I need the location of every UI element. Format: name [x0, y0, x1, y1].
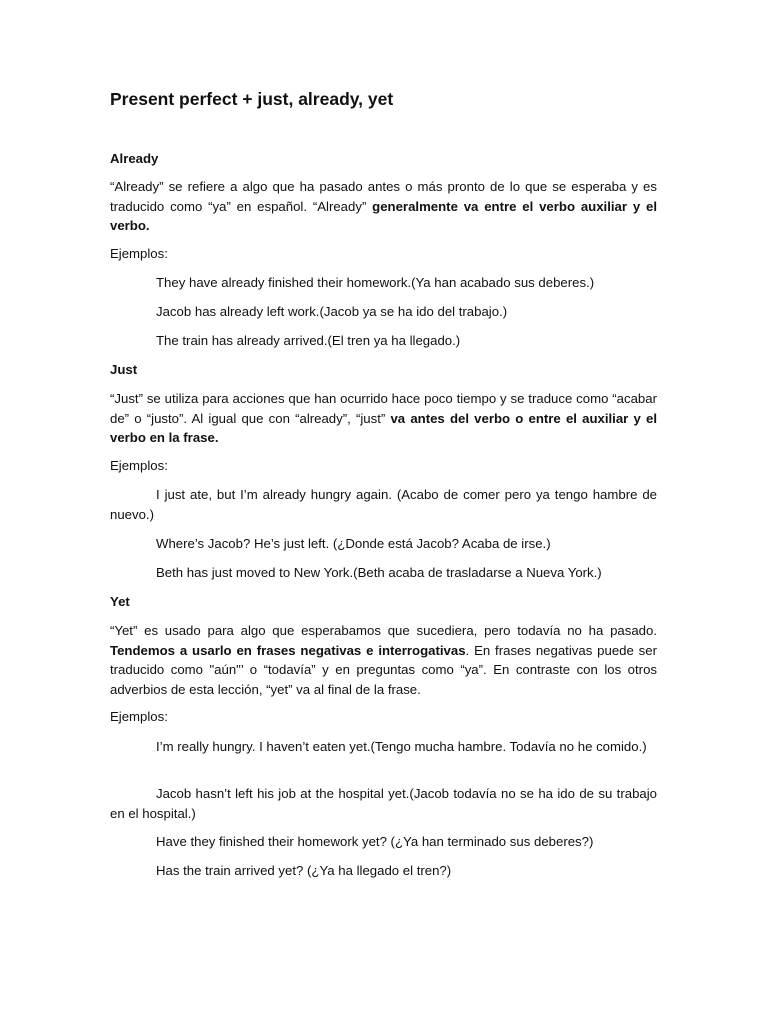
- already-example-3: The train has already arrived.(El tren ya ha llegado.): [156, 333, 461, 348]
- just-intro-text: “Just” se utiliza para acciones que han ocurrido hace poco tiempo y se traduce como “acabar de” o “justo”. Al igual que con “already”, “just”: [110, 391, 657, 426]
- already-example-1: They have already finished their homework.(Ya han acabado sus deberes.): [156, 275, 595, 290]
- section-heading-yet: Yet: [110, 594, 130, 609]
- section-heading-already: Already: [110, 151, 159, 166]
- just-example-1: I just ate, but I’m already hungry again. (Acabo de comer pero ya tengo hambre de nuevo.): [110, 487, 657, 522]
- document-title: Present perfect + just, already, yet: [110, 89, 394, 109]
- yet-example-3: Have they finished their homework yet? (¿Ya han terminado sus deberes?): [156, 834, 594, 849]
- already-intro: [110, 177, 657, 236]
- section-heading-just: Just: [110, 362, 138, 377]
- already-example-2: Jacob has already left work.(Jacob ya se ha ido del trabajo.): [156, 304, 508, 319]
- yet-example-4: Has the train arrived yet? (¿Ya ha llegado el tren?): [156, 863, 452, 878]
- yet-intro: [110, 621, 657, 699]
- just-example-3: Beth has just moved to New York.(Beth acaba de trasladarse a Nueva York.): [156, 565, 602, 580]
- already-intro-bold: generalmente va entre el verbo auxiliar y el verbo.: [110, 198, 657, 233]
- just-intro: [110, 389, 657, 448]
- just-intro-bold: va antes del verbo o entre el auxiliar y el verbo en la frase.: [110, 410, 657, 445]
- yet-intro-text: “Yet” es usado para algo que esperabamos que sucediera, pero todavía no ha pasado.: [110, 623, 657, 638]
- just-examples-label: Ejemplos:: [110, 458, 168, 473]
- yet-example-2: Jacob hasn’t left his job at the hospital yet.(Jacob todavía no se ha ido de su trabajo en el hospital.): [110, 786, 657, 821]
- already-intro-text: “Already” se refiere a algo que ha pasado antes o más pronto de lo que se esperaba y es traducido como “ya” en español. “Already”: [110, 179, 657, 214]
- just-example-2: Where’s Jacob? He’s just left. (¿Donde está Jacob? Acaba de irse.): [156, 536, 551, 551]
- already-examples-label: Ejemplos:: [110, 246, 168, 261]
- yet-intro-bold: Tendemos a usarlo en frases negativas e interrogativas: [110, 642, 466, 658]
- yet-examples-label: Ejemplos:: [110, 709, 168, 724]
- yet-intro-text-2: . En frases negativas puede ser traducido como "aún"’ o “todavía” y en preguntas como “ya”. En contraste con los otros adverbios de esta lección, “yet” va al final de la frase.: [110, 642, 657, 697]
- yet-example-1: I’m really hungry. I haven’t eaten yet.(Tengo mucha hambre. Todavía no he comido.): [156, 739, 647, 754]
